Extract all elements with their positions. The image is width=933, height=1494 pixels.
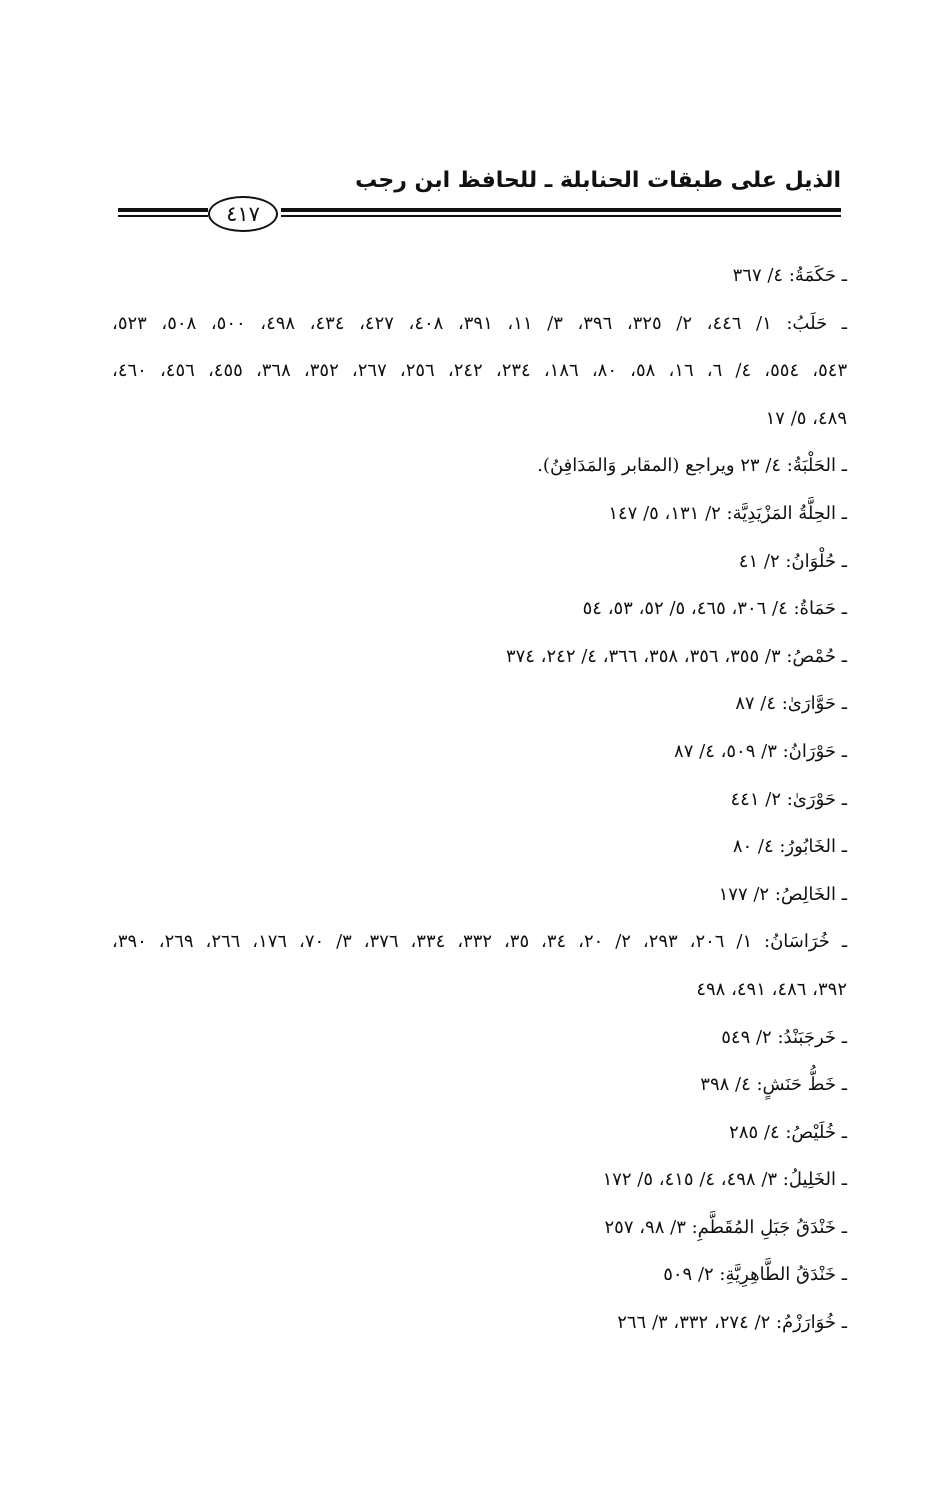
index-entry: ـ خَرجَبَنْدُ: ٢/ ٥٤٩ [721, 1026, 847, 1048]
index-entry: ـ حَوْرَىٰ: ٢/ ٤٤١ [730, 788, 847, 810]
index-entry: ـ خَطُّ حَنَشٍ: ٤/ ٣٩٨ [700, 1074, 847, 1096]
index-entry: ـ حَوْرَانُ: ٣/ ٥٠٩، ٤/ ٨٧ [674, 740, 847, 762]
index-entry: ـ الخَالِصُ: ٢/ ١٧٧ [718, 883, 847, 905]
index-entry: ـ الحِلَّةُ المَزْيَدِيَّة: ٢/ ١٣١، ٥/ ١٤٧ [608, 502, 847, 524]
index-entry: ـ خُوَارَزْمُ: ٢/ ٢٧٤، ٣٣٢، ٣/ ٢٦٦ [617, 1312, 847, 1334]
index-entry: ـ خَنْدَقُ الطَّاهِرِيَّةِ: ٢/ ٥٠٩ [663, 1264, 847, 1286]
header-rule-thick-right [281, 208, 841, 212]
index-entry: ـ خُرَاسَانُ: ١/ ٢٠٦، ٢٩٣، ٢/ ٢٠، ٣٤، ٣٥، ٣٣٢، ٣٣٤، ٣٧٦، ٣/ ٧٠، ١٧٦، ٢٦٦، ٢٦٩، ٣٩٠، [112, 931, 848, 953]
index-entry: ـ حَوَّارَىٰ: ٤/ ٨٧ [735, 693, 847, 715]
index-entry-continuation: ٥٤٣، ٥٥٤، ٤/ ٦، ١٦، ٥٨، ٨٠، ١٨٦، ٢٣٤، ٢٤٢، ٢٥٦، ٢٦٧، ٣٥٢، ٣٦٨، ٤٥٥، ٤٥٦، ٤٦٠، [112, 360, 848, 382]
index-entry-continuation: ٣٩٢، ٤٨٦، ٤٩١، ٤٩٨ [696, 978, 847, 1000]
index-entry: ـ الحَلْبَةُ: ٤/ ٢٣ ويراجع (المقابر وَالمَدَافِنُ). [537, 455, 847, 477]
index-entries [112, 252, 847, 1347]
index-entry: ـ حُمْصُ: ٣/ ٣٥٥، ٣٥٦، ٣٥٨، ٣٦٦، ٤/ ٢٤٢، ٣٧٤ [505, 645, 847, 667]
index-entry: ـ الخَلِيلُ: ٣/ ٤٩٨، ٤/ ٤١٥، ٥/ ١٧٢ [602, 1169, 847, 1191]
index-entry: ـ حَلَبُ: ١/ ٤٤٦، ٢/ ٣٢٥، ٣٩٦، ٣/ ١١، ٣٩١، ٤٠٨، ٤٢٧، ٤٣٤، ٤٩٨، ٥٠٠، ٥٠٨، ٥٢٣، [112, 312, 848, 334]
index-entry: ـ الخَابُورُ: ٤/ ٨٠ [732, 836, 847, 858]
running-head-title: الذيل على طبقات الحنابلة ـ للحافظ ابن رجب [355, 168, 841, 193]
index-entry: ـ حُلْوَانُ: ٢/ ٤١ [738, 550, 847, 572]
header-rule-thin-right [281, 215, 841, 217]
page-number: ٤١٧ [208, 196, 278, 232]
index-entry: ـ حَكَمَةُ: ٤/ ٣٦٧ [732, 265, 847, 286]
header-rule-thin-left [118, 215, 208, 217]
index-entry: ـ خُلَيْصُ: ٤/ ٢٨٥ [729, 1121, 847, 1143]
index-entry-continuation: ٤٨٩، ٥/ ١٧ [765, 407, 847, 429]
header-rule-thick-left [118, 208, 208, 212]
index-entry: ـ خَنْدَقُ جَبَلِ المُقَطَّمِ: ٣/ ٩٨، ٢٥٧ [604, 1216, 847, 1238]
index-entry: ـ حَمَاةُ: ٤/ ٣٠٦، ٤٦٥، ٥/ ٥٢، ٥٣، ٥٤ [582, 598, 847, 620]
